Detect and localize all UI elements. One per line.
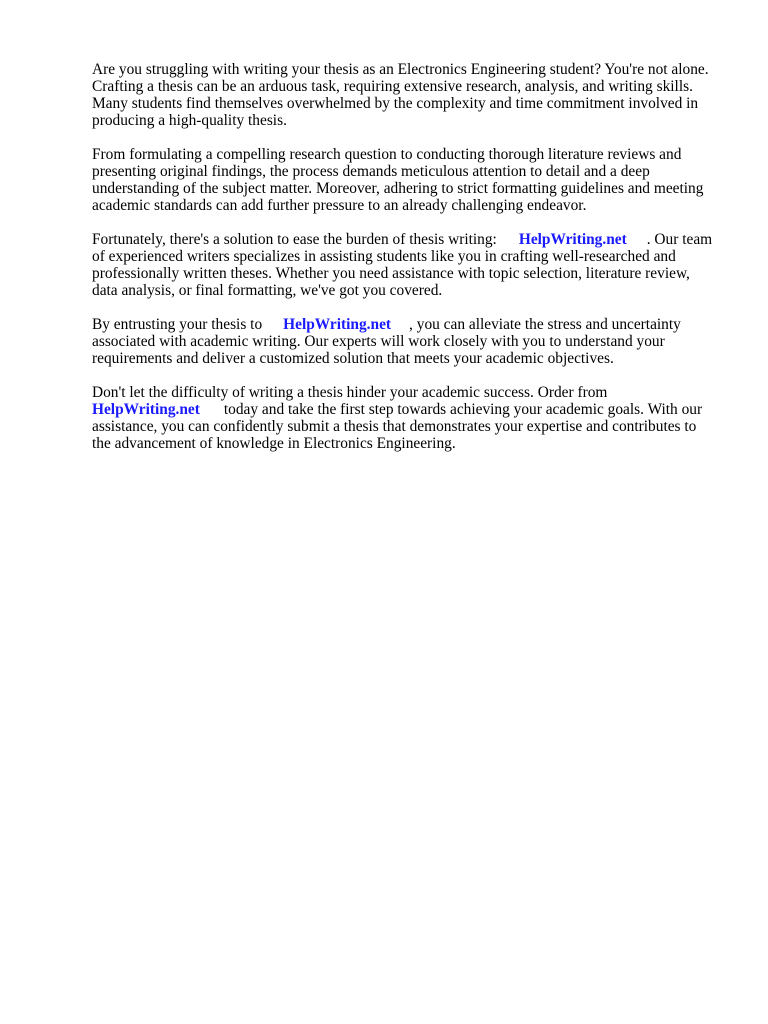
paragraph-intro	[92, 61, 732, 129]
helpwriting-link[interactable]: HelpWriting.net	[92, 401, 200, 418]
helpwriting-link[interactable]: HelpWriting.net	[518, 231, 627, 248]
text-segment: . Our team	[646, 231, 713, 248]
text-line: assistance, you can confidently submit a thesis that demonstrates your expertise and contributes to	[92, 418, 697, 435]
helpwriting-link[interactable]: HelpWriting.net	[283, 316, 392, 333]
text-line: professionally written theses. Whether you need assistance with topic selection, literature review,	[92, 265, 690, 282]
text-line	[92, 231, 732, 248]
text-segment: , you can alleviate the stress and uncertainty	[409, 316, 681, 333]
text-segment: Fortunately, there's a solution to ease the burden of thesis writing:	[92, 231, 497, 248]
text-segment: By entrusting your thesis to	[92, 316, 263, 333]
text-line: Many students find themselves overwhelmed by the complexity and time commitment involved in	[92, 95, 699, 112]
paragraph-solution	[92, 231, 732, 299]
text-line: the advancement of knowledge in Electronics Engineering.	[92, 435, 456, 452]
document-body	[92, 61, 732, 469]
text-line	[92, 316, 732, 333]
text-line: of experienced writers specializes in assisting students like you in crafting well-researched and	[92, 248, 676, 265]
text-line: academic standards can add further pressure to an already challenging endeavor.	[92, 197, 587, 214]
paragraph-order	[92, 384, 732, 452]
paragraph-process	[92, 146, 732, 214]
text-line: From formulating a compelling research question to conducting thorough literature reviews and	[92, 146, 682, 163]
text-line: presenting original findings, the process demands meticulous attention to detail and a deep	[92, 163, 650, 180]
text-segment: today and take the first step towards achieving your academic goals. With our	[223, 401, 703, 418]
text-line: Don't let the difficulty of writing a thesis hinder your academic success. Order from	[92, 384, 608, 401]
text-line: Crafting a thesis can be an arduous task, requiring extensive research, analysis, and writing skills.	[92, 78, 693, 95]
paragraph-entrust	[92, 316, 732, 367]
text-line: Are you struggling with writing your thesis as an Electronics Engineering student? You're not alone.	[92, 61, 709, 78]
text-line: requirements and deliver a customized solution that meets your academic objectives.	[92, 350, 614, 367]
text-line	[92, 401, 732, 418]
text-line: understanding of the subject matter. Moreover, adhering to strict formatting guidelines and meeting	[92, 180, 704, 197]
text-line: associated with academic writing. Our experts will work closely with you to understand your	[92, 333, 665, 350]
text-line: producing a high-quality thesis.	[92, 112, 287, 129]
text-line: data analysis, or final formatting, we've got you covered.	[92, 282, 443, 299]
